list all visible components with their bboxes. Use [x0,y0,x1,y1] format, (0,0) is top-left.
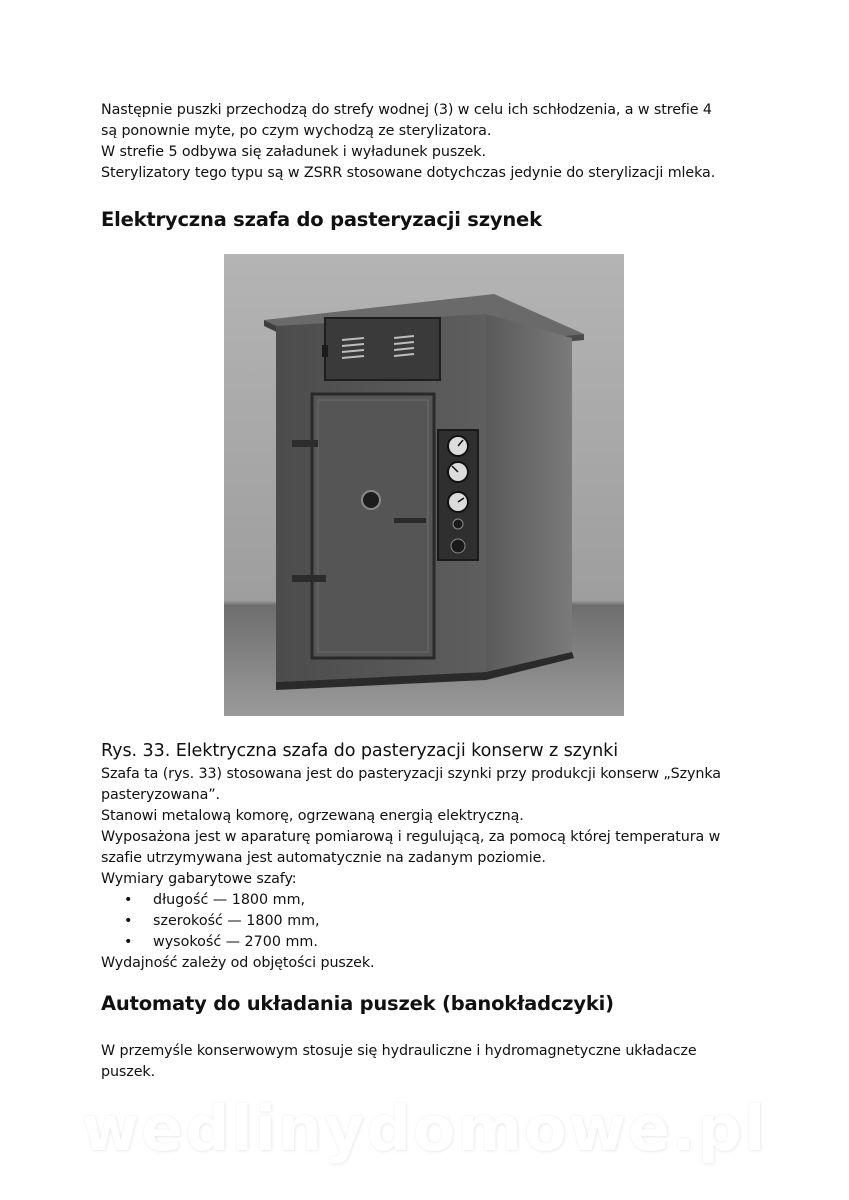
dimensions-list [101,890,761,953]
text-line: Stanowi metalową komorę, ogrzewaną energią elektryczną. [101,808,524,824]
text-line: Wydajność zależy od objętości puszek. [101,955,375,971]
list-item [101,890,761,911]
list-item [101,911,761,932]
cabinet-description [101,764,761,974]
text-line: Szafa ta (rys. 33) stosowana jest do pasteryzacji szynki przy produkcji konserw „Szynka [101,766,721,782]
can-stackers-paragraph [101,1041,741,1083]
bullet-icon: • [124,892,133,908]
text-line: Wyposażona jest w aparaturę pomiarową i regulującą, za pomocą której temperatura w [101,829,721,845]
section-heading-can-stackers: Automaty do układania puszek (banokładczyki) [101,992,614,1015]
text-line: puszek. [101,1064,156,1080]
text-line: W przemyśle konserwowym stosuje się hydrauliczne i hydromagnetyczne układacze [101,1043,697,1059]
section-heading-pasteurization-cabinet: Elektryczna szafa do pasteryzacji szynek [101,208,542,231]
text-line: Następnie puszki przechodzą do strefy wodnej (3) w celu ich schłodzenia, a w strefie 4 [101,102,712,118]
list-item [101,932,761,953]
watermark: wedlinydomowe.pl [81,1092,768,1165]
text-line: szafie utrzymywana jest automatycznie na zadanym poziomie. [101,850,546,866]
cabinet-illustration [224,254,624,716]
dimension-height: wysokość — 2700 mm. [153,934,318,950]
bullet-icon: • [124,913,133,929]
text-line: są ponownie myte, po czym wychodzą ze sterylizatora. [101,123,492,139]
figure-caption: Rys. 33. Elektryczna szafa do pasteryzacji konserw z szynki [101,741,619,761]
dimension-length: długość — 1800 mm, [153,892,306,908]
figure-cabinet-photo [224,254,624,716]
intro-paragraph [101,100,761,184]
door-handle-icon [394,518,426,523]
bullet-icon: • [124,934,133,950]
dimension-width: szerokość — 1800 mm, [153,913,320,929]
text-line: Sterylizatory tego typu są w ZSRR stosowane dotychczas jedynie do sterylizacji mleka. [101,165,716,181]
text-line: W strefie 5 odbywa się załadunek i wyładunek puszek. [101,144,486,160]
text-line: Wymiary gabarytowe szafy: [101,871,297,887]
peephole-icon [362,491,380,509]
text-line: pasteryzowana”. [101,787,221,803]
document-page [101,100,761,1080]
